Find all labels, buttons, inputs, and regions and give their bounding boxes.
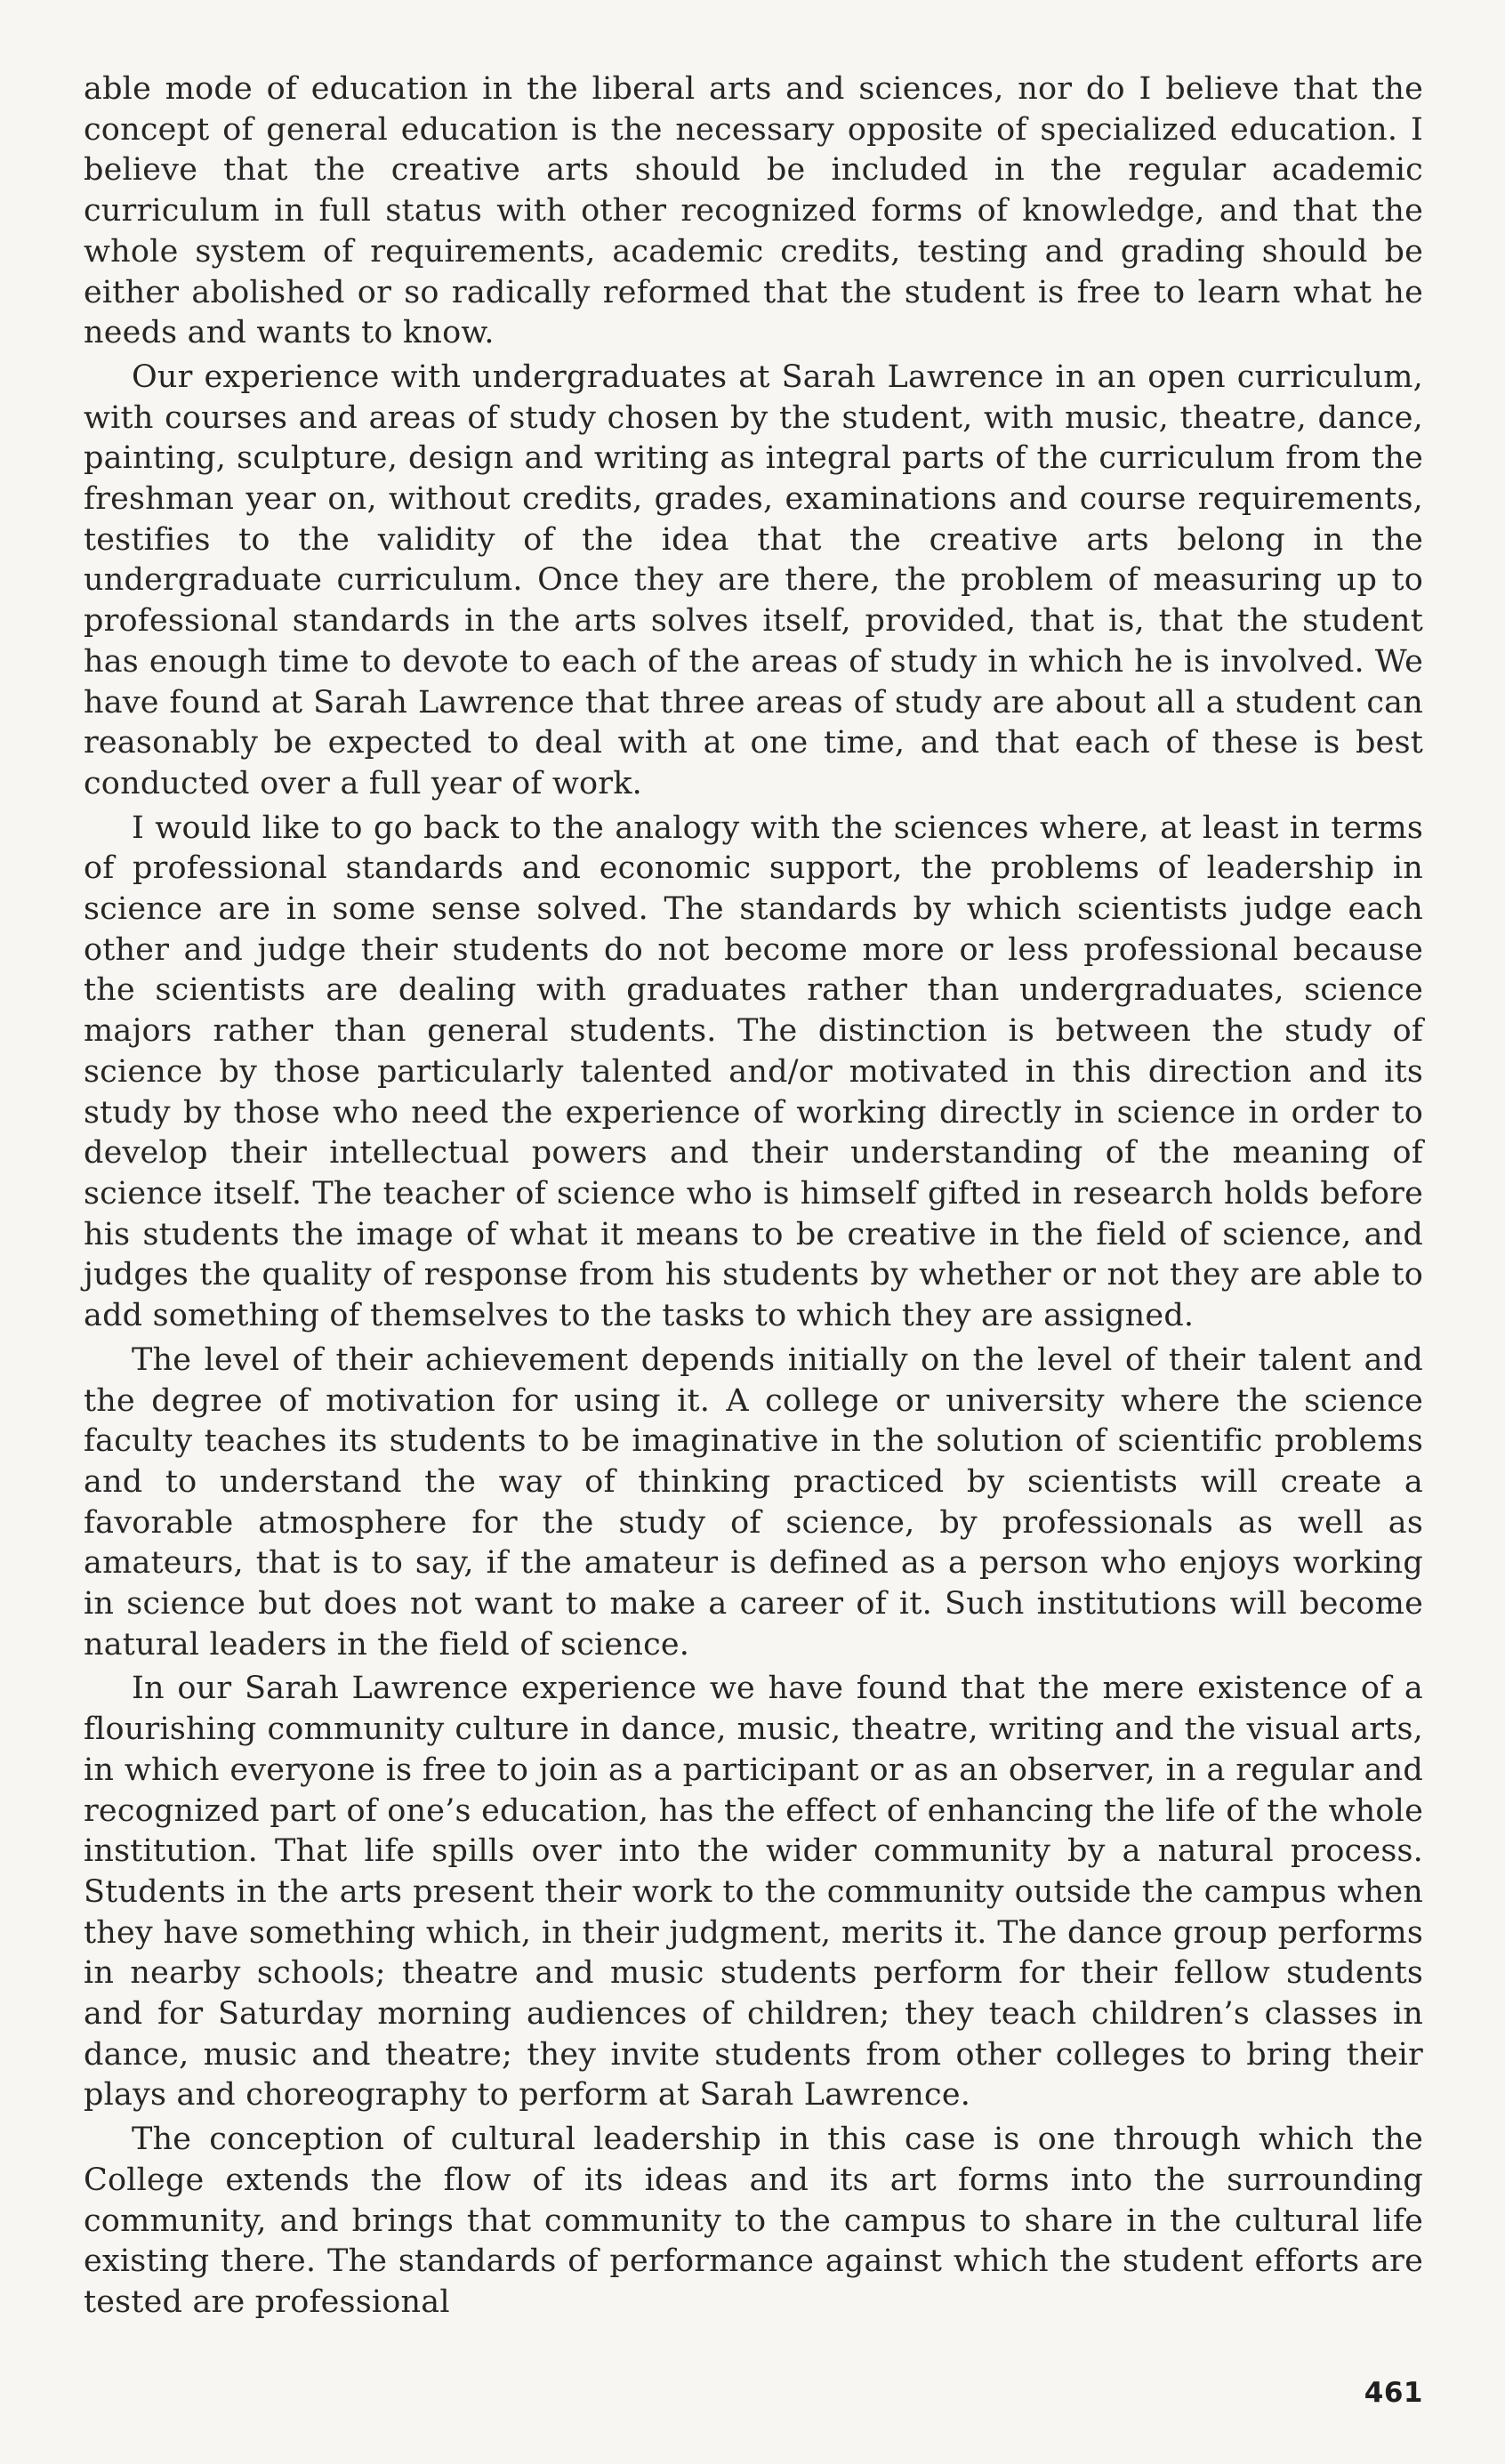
- paragraph-1: able mode of education in the liberal arts and sciences, nor do I believe that the concept of general education is the necessary opposite of specialized education. I believe that the creative arts should be included in the regular academic curriculum in full status with other recognized forms of knowledge, and that the whole system of requirements, academic credits, testing and grading should be either abolished or so radically reformed that the student is free to learn what he needs and wants to know.: [84, 71, 1423, 351]
- page-body: [84, 69, 1423, 2382]
- paragraph-5: In our Sarah Lawrence experience we have found that the mere existence of a flourishing community culture in dance, music, theatre, writing and the visual arts, in which everyone is free to join as a participant or as an observer, in a regular and recognized part of one’s education, has the effect of enhancing the life of the whole institution. That life spills over into the wider community by a natural process. Students in the arts present their work to the community outside the campus when they have something which, in their judgment, merits it. The dance group performs in nearby schools; theatre and music students perform for their fellow students and for Saturday morning audiences of children; they teach children’s classes in dance, music and theatre; they invite students from other colleges to bring their plays and choreography to perform at Sarah Lawrence.: [84, 1671, 1423, 2114]
- page-number: 461: [1364, 2377, 1423, 2409]
- paragraph-4: The level of their achievement depends initially on the level of their talent and the degree of motivation for using it. A college or university where the science faculty teaches its students to be imaginative in the solution of scientific problems and to understand the way of thinking practiced by scientists will create a favorable atmosphere for the study of science, by professionals as well as amateurs, that is to say, if the amateur is defined as a person who enjoys working in science but does not want to make a career of it. Such institutions will become natural leaders in the field of science.: [84, 1341, 1423, 1663]
- paragraph-3: I would like to go back to the analogy with the sciences where, at least in terms of professional standards and economic support, the problems of leadership in science are in some sense solved. The standards by which scientists judge each other and judge their students do not become more or less professional because the scientists are dealing with graduates rather than undergraduates, science majors rather than general students. The distinction is between the study of science by those particularly talented and/or motivated in this direction and its study by those who need the experience of working directly in science in order to develop their intellectual powers and their understanding of the meaning of science itself. The teacher of science who is himself gifted in research holds before his students the image of what it means to be creative in the field of science, and judges the quality of response from his students by whether or not they are able to add something of themselves to the tasks to which they are assigned.: [84, 809, 1423, 1334]
- paragraph-2: Our experience with undergraduates at Sarah Lawrence in an open curriculum, with courses and areas of study chosen by the student, with music, theatre, dance, painting, sculpture, design and writing as integral parts of the curriculum from the freshman year on, without credits, grades, examinations and course requirements, testifies to the validity of the idea that the creative arts belong in the undergraduate curriculum. Once they are there, the problem of measuring up to professional standards in the arts solves itself, provided, that is, that the student has enough time to devote to each of the areas of study in which he is involved. We have found at Sarah Lawrence that three areas of study are about all a student can reasonably be expected to deal with at one time, and that each of these is best conducted over a full year of work.: [84, 358, 1423, 801]
- paragraph-6: The conception of cultural leadership in this case is one through which the College extends the flow of its ideas and its art forms into the surrounding community, and brings that community to the campus to share in the cultural life existing there. The standards of performance against which the student efforts are tested are professional: [84, 2122, 1423, 2320]
